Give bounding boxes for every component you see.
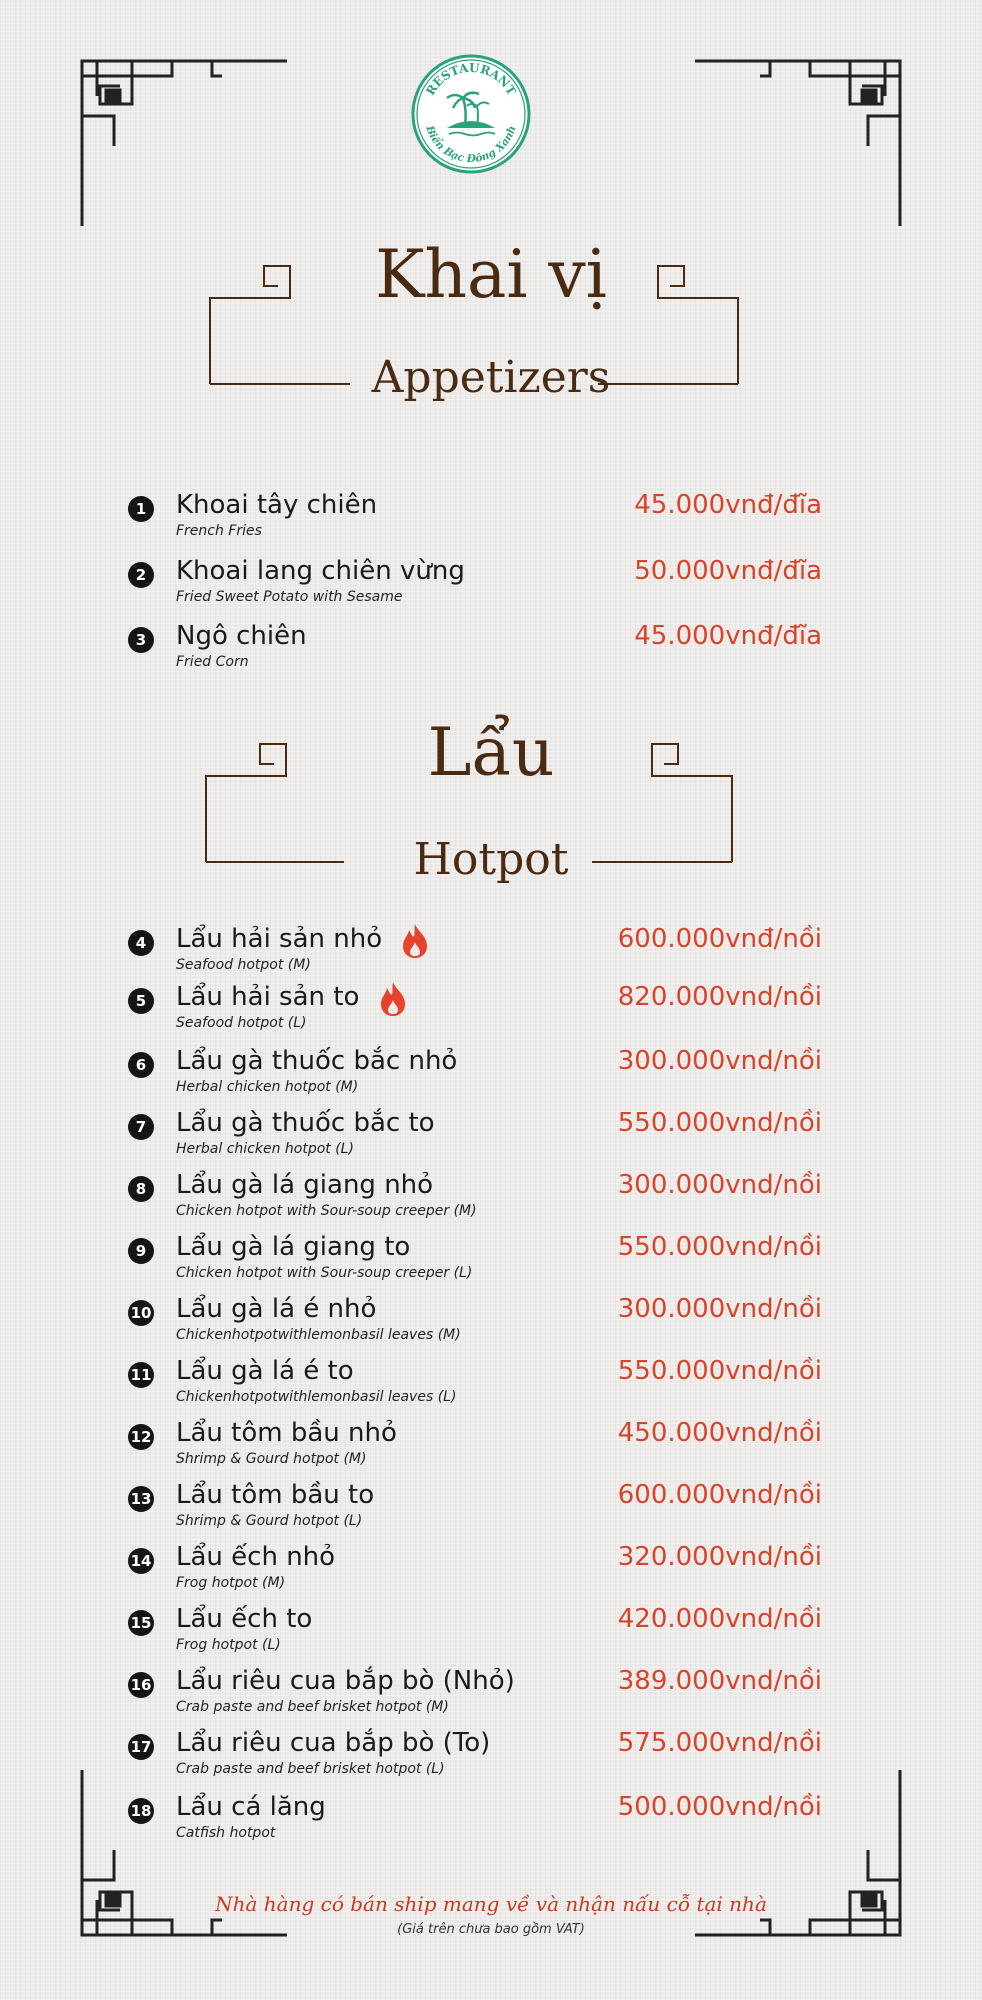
item-price: 389.000vnd/nồi — [617, 1666, 822, 1696]
item-name: Lẩu hải sản to — [176, 982, 360, 1012]
item-english-name: Crab paste and beef brisket hotpot (L) — [176, 1761, 445, 1777]
item-name: Lẩu tôm bầu to — [176, 1480, 375, 1510]
restaurant-logo — [409, 52, 533, 176]
item-number-badge: 2 — [128, 562, 154, 588]
item-number-badge: 3 — [128, 627, 154, 653]
delivery-catering-note: Nhà hàng có bán ship mang về và nhận nấu cỗ tại nhà — [215, 1892, 767, 1916]
item-english-name: Chicken hotpot with Sour-soup creeper (M) — [176, 1203, 477, 1219]
item-english-name: Seafood hotpot (L) — [176, 1015, 307, 1031]
list-item — [0, 554, 982, 616]
list-item — [0, 1354, 982, 1416]
fire-icon — [378, 980, 408, 1018]
list-item — [0, 1540, 982, 1602]
item-price: 550.000vnd/nồi — [617, 1356, 822, 1386]
item-number-badge: 7 — [128, 1114, 154, 1140]
item-price: 550.000vnd/nồi — [617, 1232, 822, 1262]
logo-top-text: RESTAURANT — [423, 60, 519, 98]
item-english-name: French Fries — [176, 523, 262, 539]
item-number-badge: 5 — [128, 988, 154, 1014]
logo-bottom-text: Biển Bạc Đông Xanh — [423, 124, 519, 166]
item-english-name: Catfish hotpot — [176, 1825, 276, 1841]
item-english-name: Crab paste and beef brisket hotpot (M) — [176, 1699, 449, 1715]
list-item — [0, 1044, 982, 1106]
list-item — [0, 1602, 982, 1664]
item-price: 600.000vnđ/nồi — [617, 924, 822, 954]
hotpot-title: Lẩu — [427, 714, 555, 791]
item-number-badge: 11 — [128, 1362, 154, 1388]
item-name: Lẩu riêu cua bắp bò (To) — [176, 1728, 491, 1758]
item-name: Lẩu gà lá é nhỏ — [176, 1294, 377, 1324]
list-item — [0, 1106, 982, 1168]
item-english-name: Frog hotpot (L) — [176, 1637, 281, 1653]
vat-note: (Giá trên chưa bao gồm VAT) — [397, 1922, 585, 1937]
item-name: Lẩu gà thuốc bắc nhỏ — [176, 1046, 458, 1076]
item-name: Lẩu gà lá giang nhỏ — [176, 1170, 434, 1200]
item-english-name: Chickenhotpotwithlemonbasil leaves (M) — [176, 1327, 461, 1343]
item-name: Lẩu gà lá é to — [176, 1356, 354, 1386]
item-price: 820.000vnd/nồi — [617, 982, 822, 1012]
item-number-badge: 4 — [128, 930, 154, 956]
list-item — [0, 922, 982, 984]
item-english-name: Shrimp & Gourd hotpot (M) — [176, 1451, 367, 1467]
item-number-badge: 18 — [128, 1798, 154, 1824]
item-number-badge: 8 — [128, 1176, 154, 1202]
item-number-badge: 13 — [128, 1486, 154, 1512]
item-price: 600.000vnd/nồi — [617, 1480, 822, 1510]
item-english-name: Frog hotpot (M) — [176, 1575, 286, 1591]
list-item — [0, 1292, 982, 1354]
item-price: 420.000vnd/nồi — [617, 1604, 822, 1634]
item-number-badge: 15 — [128, 1610, 154, 1636]
item-price: 50.000vnđ/đĩa — [634, 556, 822, 586]
item-name: Lẩu ếch to — [176, 1604, 313, 1634]
item-number-badge: 6 — [128, 1052, 154, 1078]
item-name: Lẩu cá lăng — [176, 1792, 326, 1822]
item-name: Khoai lang chiên vừng — [176, 556, 465, 586]
item-number-badge: 10 — [128, 1300, 154, 1326]
list-item — [0, 1416, 982, 1478]
list-item — [0, 1230, 982, 1292]
item-name: Khoai tây chiên — [176, 490, 378, 520]
item-price: 300.000vnd/nồi — [617, 1046, 822, 1076]
item-english-name: Seafood hotpot (M) — [176, 957, 311, 973]
list-item — [0, 1726, 982, 1788]
item-price: 550.000vnd/nồi — [617, 1108, 822, 1138]
item-english-name: Herbal chicken hotpot (M) — [176, 1079, 359, 1095]
item-price: 450.000vnd/nồi — [617, 1418, 822, 1448]
item-english-name: Chickenhotpotwithlemonbasil leaves (L) — [176, 1389, 457, 1405]
fire-icon — [400, 922, 430, 960]
appetizers-subtitle: Appetizers — [371, 352, 611, 403]
item-price: 500.000vnd/nồi — [617, 1792, 822, 1822]
list-item — [0, 1790, 982, 1852]
item-english-name: Chicken hotpot with Sour-soup creeper (L) — [176, 1265, 473, 1281]
item-name: Lẩu ếch nhỏ — [176, 1542, 336, 1572]
item-english-name: Fried Corn — [176, 654, 249, 670]
item-price: 300.000vnd/nồi — [617, 1170, 822, 1200]
list-item — [0, 619, 982, 681]
list-item — [0, 488, 982, 550]
item-english-name: Shrimp & Gourd hotpot (L) — [176, 1513, 363, 1529]
item-number-badge: 14 — [128, 1548, 154, 1574]
item-name: Ngô chiên — [176, 621, 307, 651]
item-price: 45.000vnđ/đĩa — [634, 490, 822, 520]
item-english-name: Fried Sweet Potato with Sesame — [176, 589, 403, 605]
appetizers-title: Khai vị — [375, 236, 607, 313]
list-item — [0, 1478, 982, 1540]
item-number-badge: 1 — [128, 496, 154, 522]
item-name: Lẩu gà thuốc bắc to — [176, 1108, 435, 1138]
item-name: Lẩu gà lá giang to — [176, 1232, 411, 1262]
item-name: Lẩu tôm bầu nhỏ — [176, 1418, 397, 1448]
item-price: 320.000vnd/nồi — [617, 1542, 822, 1572]
item-name: Lẩu riêu cua bắp bò (Nhỏ) — [176, 1666, 515, 1696]
item-number-badge: 16 — [128, 1672, 154, 1698]
item-number-badge: 17 — [128, 1734, 154, 1760]
item-price: 575.000vnd/nồi — [617, 1728, 822, 1758]
item-english-name: Herbal chicken hotpot (L) — [176, 1141, 354, 1157]
item-price: 45.000vnđ/đĩa — [634, 621, 822, 651]
item-name: Lẩu hải sản nhỏ — [176, 924, 383, 954]
list-item — [0, 1664, 982, 1726]
corner-ornament-top-left — [72, 56, 287, 231]
list-item — [0, 1168, 982, 1230]
hotpot-subtitle: Hotpot — [413, 834, 569, 885]
list-item — [0, 980, 982, 1042]
item-price: 300.000vnd/nồi — [617, 1294, 822, 1324]
item-number-badge: 9 — [128, 1238, 154, 1264]
item-number-badge: 12 — [128, 1424, 154, 1450]
corner-ornament-top-right — [695, 56, 910, 231]
